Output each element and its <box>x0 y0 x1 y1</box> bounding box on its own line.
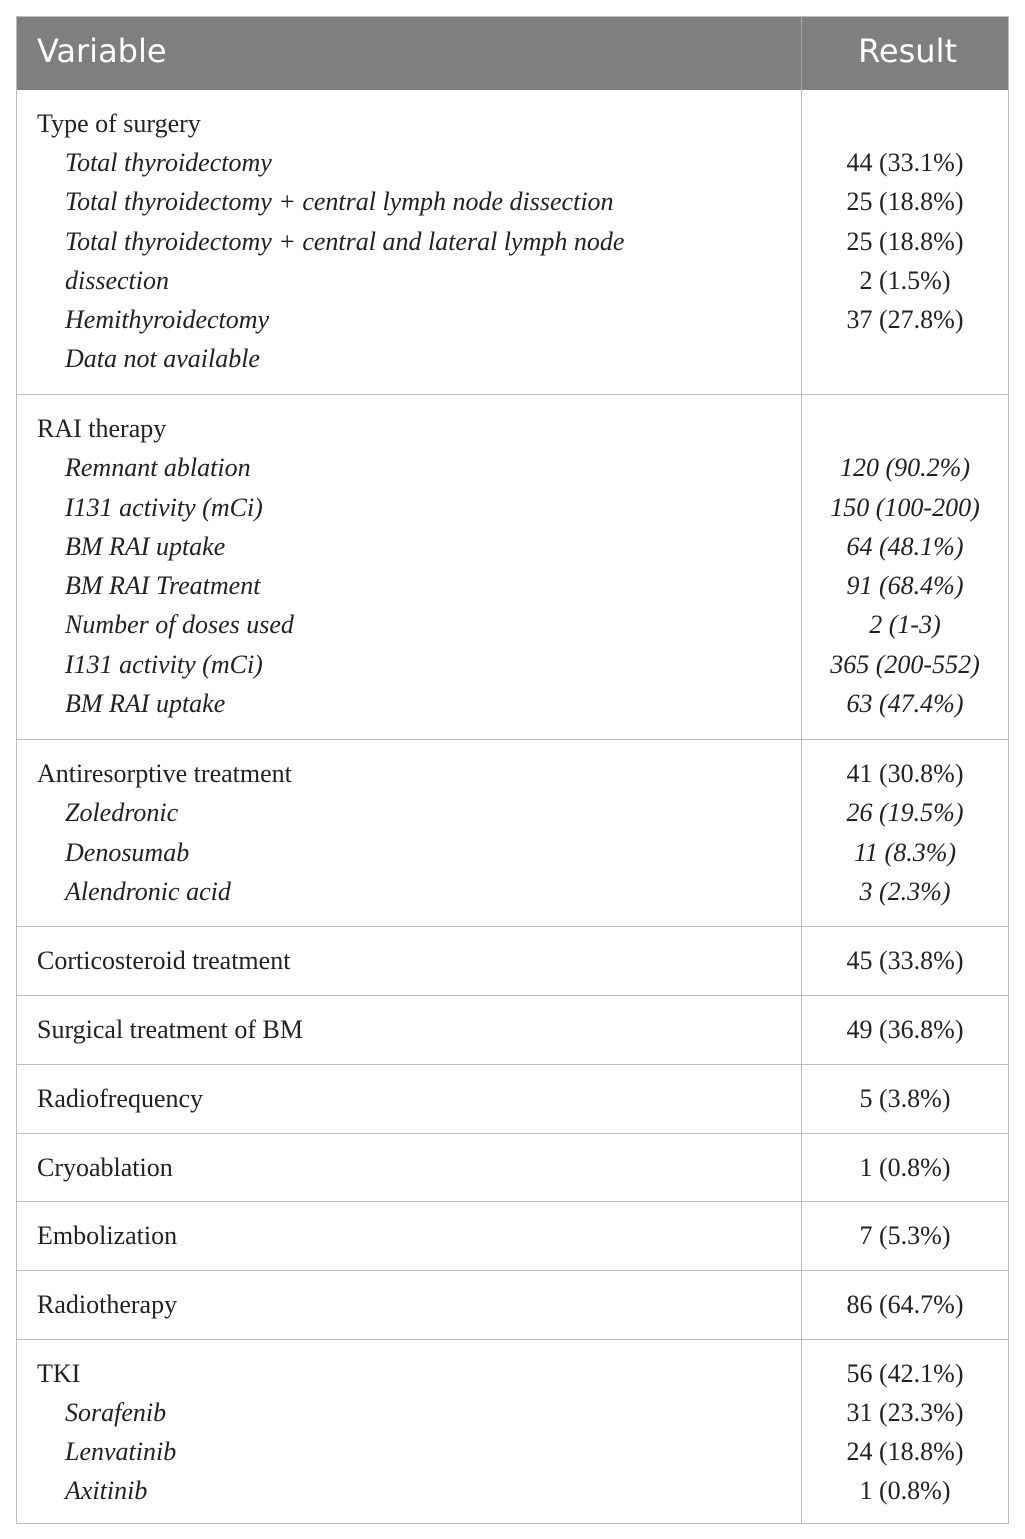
results-table <box>16 16 1009 1524</box>
row-value: 41 (30.8%) <box>846 759 964 788</box>
row-label: Radiofrequency <box>37 1084 204 1113</box>
row-value: 120 (90.2%) <box>840 453 970 482</box>
row-value: 2 (1-3) <box>869 610 941 639</box>
row-label: Embolization <box>37 1221 178 1250</box>
row-value: 2 (1.5%) <box>859 266 951 295</box>
row-label: Total thyroidectomy <box>65 148 272 177</box>
table-row <box>17 605 1008 645</box>
row-label: Sorafenib <box>65 1398 167 1427</box>
table-row <box>17 1216 1008 1256</box>
row-value: 86 (64.7%) <box>846 1290 964 1319</box>
row-label: dissection <box>65 266 169 295</box>
row-label: Type of surgery <box>37 109 201 138</box>
table-row <box>17 261 1008 301</box>
table-row <box>17 300 1008 340</box>
table-row <box>17 645 1008 685</box>
row-label: Corticosteroid treatment <box>37 946 291 975</box>
row-label: Alendronic acid <box>65 877 231 906</box>
table-row <box>17 1010 1008 1050</box>
row-value: 63 (47.4%) <box>846 689 964 718</box>
table-row <box>17 566 1008 606</box>
row-label: Antiresorptive treatment <box>37 759 292 788</box>
table-row <box>17 1285 1008 1325</box>
row-value: 26 (19.5%) <box>846 798 964 827</box>
row-label: BM RAI uptake <box>65 689 226 718</box>
table-row <box>17 941 1008 981</box>
table-row <box>17 527 1008 567</box>
row-value: 64 (48.1%) <box>846 532 964 561</box>
row-value: 5 (3.8%) <box>859 1084 951 1113</box>
row-value: 44 (33.1%) <box>846 148 964 177</box>
table-row <box>17 1432 1008 1472</box>
group-antiresorptive <box>17 739 1008 926</box>
row-value: 49 (36.8%) <box>846 1015 964 1044</box>
table-row <box>17 339 1008 379</box>
group-type-of-surgery <box>17 90 1008 394</box>
group-radiofrequency <box>17 1064 1008 1133</box>
group-tki <box>17 1339 1008 1523</box>
row-label: I131 activity (mCi) <box>65 650 263 679</box>
group-surgical-bm <box>17 995 1008 1064</box>
header-divider <box>801 17 802 90</box>
group-corticosteroid <box>17 926 1008 995</box>
row-label: TKI <box>37 1359 81 1388</box>
table-row <box>17 104 1008 144</box>
table-row <box>17 754 1008 794</box>
table-row <box>17 409 1008 449</box>
table-row <box>17 684 1008 724</box>
row-value: 45 (33.8%) <box>846 946 964 975</box>
table-row <box>17 872 1008 912</box>
row-label: I131 activity (mCi) <box>65 493 263 522</box>
row-label: Total thyroidectomy + central and lateral lymph node <box>65 227 625 256</box>
table-row <box>17 182 1008 222</box>
row-label: Lenvatinib <box>65 1437 177 1466</box>
table-row <box>17 833 1008 873</box>
table-row <box>17 1471 1008 1511</box>
table-row <box>17 1393 1008 1433</box>
group-radiotherapy <box>17 1270 1008 1339</box>
row-label: Remnant ablation <box>65 453 251 482</box>
row-value: 31 (23.3%) <box>846 1398 964 1427</box>
table-row <box>17 488 1008 528</box>
table-row <box>17 1079 1008 1119</box>
row-label: Data not available <box>65 344 260 373</box>
table-row <box>17 222 1008 262</box>
row-value: 24 (18.8%) <box>846 1437 964 1466</box>
row-label: Radiotherapy <box>37 1290 178 1319</box>
row-label: Hemithyroidectomy <box>65 305 270 334</box>
row-label: Number of doses used <box>65 610 294 639</box>
row-value: 91 (68.4%) <box>846 571 964 600</box>
row-value: 25 (18.8%) <box>846 187 964 216</box>
table-row <box>17 448 1008 488</box>
row-value: 37 (27.8%) <box>846 305 964 334</box>
group-rai-therapy <box>17 394 1008 739</box>
row-value: 365 (200-552) <box>830 650 980 679</box>
row-value: 56 (42.1%) <box>846 1359 964 1388</box>
row-label: BM RAI Treatment <box>65 571 261 600</box>
row-label: Denosumab <box>65 838 190 867</box>
table-row <box>17 1148 1008 1188</box>
row-value: 7 (5.3%) <box>859 1221 951 1250</box>
row-label: Cryoablation <box>37 1153 173 1182</box>
row-label: Zoledronic <box>65 798 179 827</box>
row-value: 3 (2.3%) <box>859 877 951 906</box>
row-label: Surgical treatment of BM <box>37 1015 303 1044</box>
group-embolization <box>17 1201 1008 1270</box>
row-value: 11 (8.3%) <box>853 838 957 867</box>
table-row <box>17 1354 1008 1394</box>
header-result: Result <box>858 32 957 70</box>
header-variable: Variable <box>37 32 167 70</box>
table-row <box>17 143 1008 183</box>
table-header <box>17 17 1008 90</box>
row-label: RAI therapy <box>37 414 167 443</box>
row-label: Total thyroidectomy + central lymph node dissection <box>65 187 614 216</box>
row-label: Axitinib <box>65 1476 148 1505</box>
row-value: 150 (100-200) <box>830 493 980 522</box>
group-cryoablation <box>17 1133 1008 1201</box>
row-value: 1 (0.8%) <box>859 1153 951 1182</box>
row-value: 25 (18.8%) <box>846 227 964 256</box>
table-row <box>17 793 1008 833</box>
row-value: 1 (0.8%) <box>859 1476 951 1505</box>
row-label: BM RAI uptake <box>65 532 226 561</box>
